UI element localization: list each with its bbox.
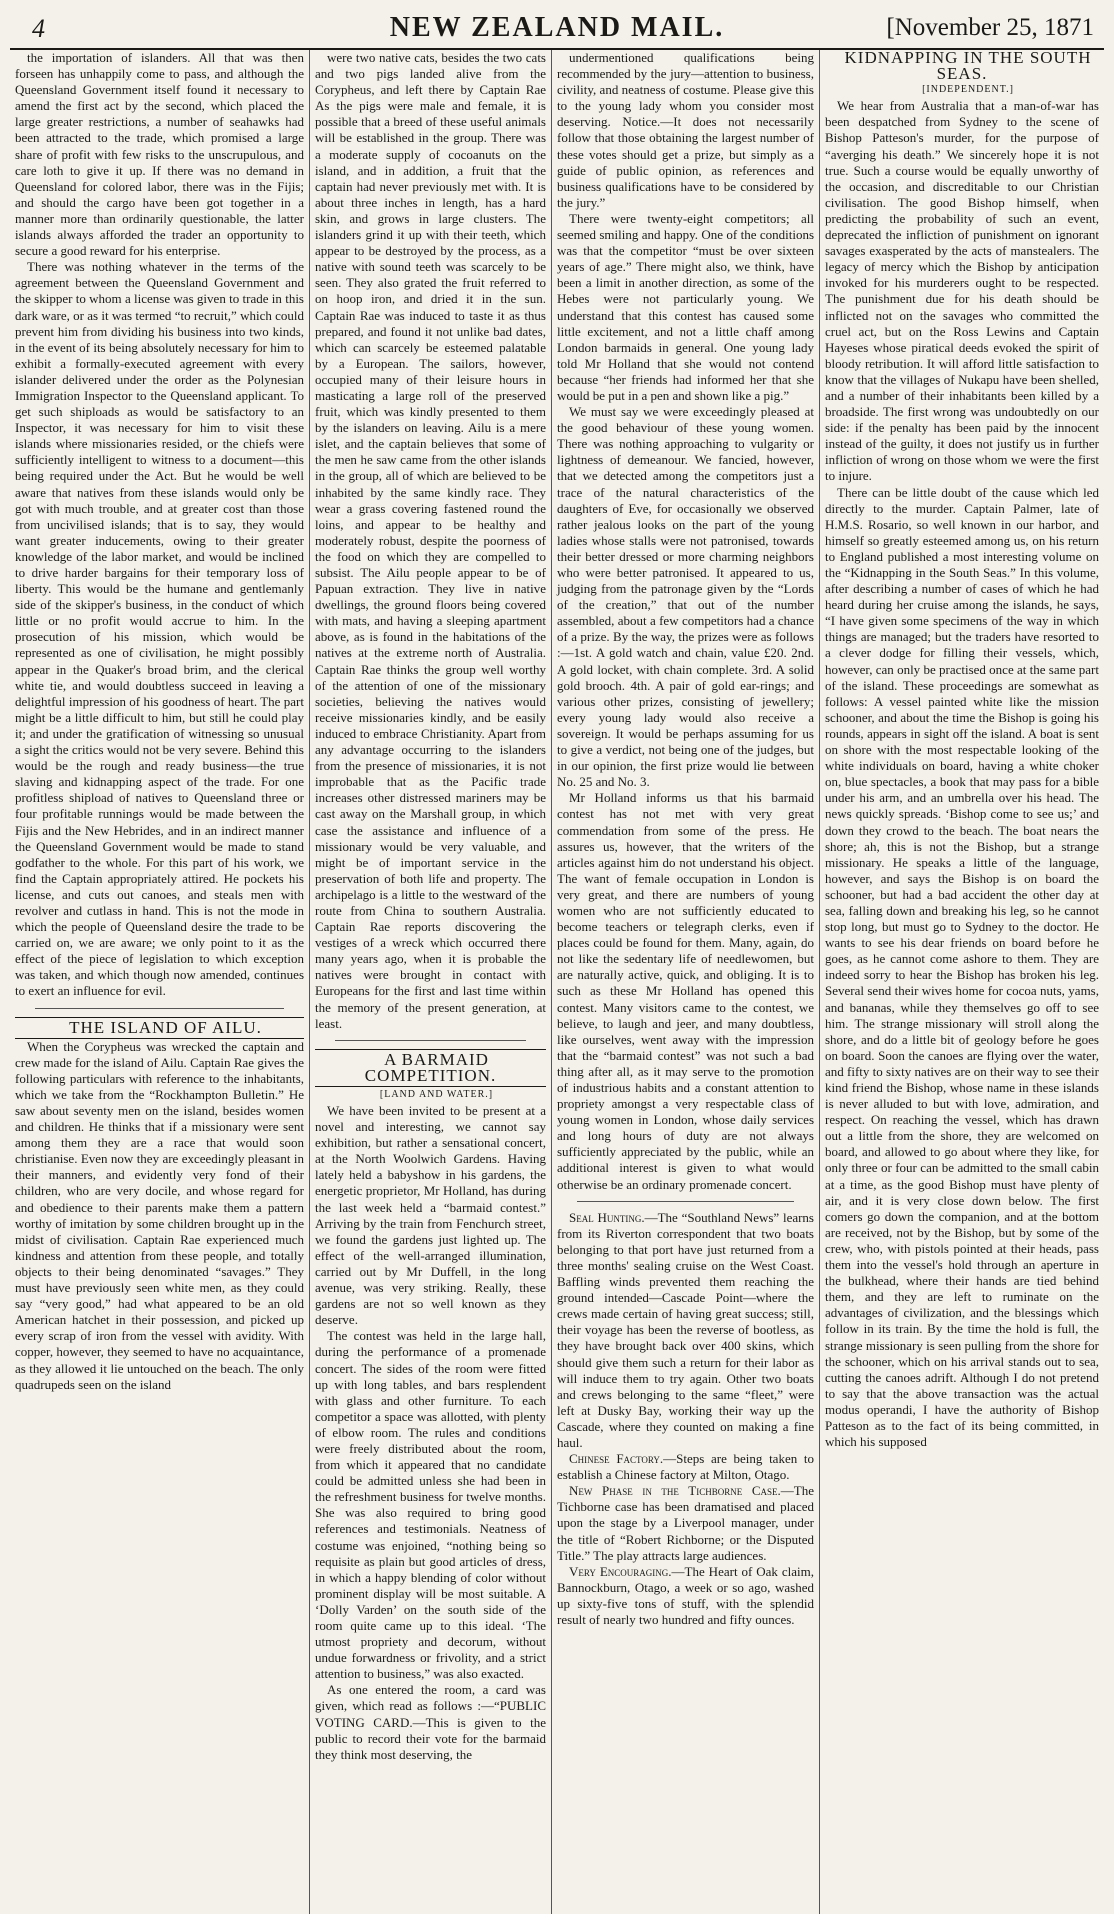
news-item-body: —Steps are being taken to establish a Chinese factory at Milton, Otago. [557,1451,814,1483]
masthead [10,8,1104,50]
article-paragraph: There were twenty-eight competitors; all seemed smiling and happy. One of the conditions was that the competitor “must be over sixteen years of age.” There might also, we think, have been a limit in another direction, as some of the Hebes were not particularly young. We understand that this contest has caused some little excitement, and not a little chaff among London barmaids in general. One young lady told Mr Holland that she would not contend because “her friends had informed her that she would be put in a pen and shown like a pig.” [557,210,814,403]
newspaper-title: NEW ZEALAND MAIL. [389,12,725,43]
article-paragraph: We hear from Australia that a man-of-war has been despatched from Sydney to the scene of Bishop Patteson's murder, for the purpose of “averging his death.” We sincerely hope it is not true. Such a course would be equally unworthy of the occasion, and discreditable to our Christian civilisation. The good Bishop himself, when predicting the probability of such an event, deprecated the infliction of punishment on ignorant savages exasperated by the acts of manstealers. The legacy of mercy which the Bishop by anticipation invoked for his murderers ought to be respected. The punishment due for his death should be inflicted not on the savages who committed the cruel act, but on the Ross Lewins and Captain Hayeses whose piratical deeds evoked the spirit of bloody retribution. It will afford little satisfaction to know that the villages of Nukapu have been shelled, and a number of their inhabitants been killed by a broadside. The first wrong was undoubtedly on our side: if the penalty has been paid by the innocent instead of the guilty, it does not justify us in further infliction of wrong on those whom we were the first to injure. [825,98,1099,484]
news-item [557,1451,814,1483]
article-paragraph: We have been invited to be present at a novel and interesting, we cannot say exhibition, but rather a sensational concert, at the North Woolwich Gardens. Having lately held a babyshow in his gardens, the energetic proprietor, Mr Holland, has during the last week held a “barmaid contest.” Arriving by the train from Fenchurch street, we found the gardens just lighted up. The effect of the well-arranged illumination, carried out by Mr Duffell, in the long avenue, was very striking. Really, these gardens are not so well known as they deserve. [315,1103,546,1328]
columns [10,50,1104,1914]
article-paragraph: the importation of islanders. All that was then forseen has unhappily come to pass, and although the Queensland Government itself found it necessary to amend the first act by the second, which placed the large greater restrictions, a number of seahawks had been attracted to the trade, which promised a large share of profit with few risks to the unscrupulous, and care loth to give it up. If there was no demand in Queensland for colored labor, there was in the Fijis; and should the cargo have been got together in a manner more than ordinarily questionable, the latter islands always afforded the trader an opportunity to secure a good reward for his enterprise. [15,50,304,259]
page-number: 4 [32,14,45,43]
article-heading-ailu: THE ISLAND OF AILU. [15,1017,304,1039]
column-3 [552,50,820,1914]
column-2 [310,50,552,1914]
news-item-body: —The Tichborne case has been dramatised and placed upon the stage by a Liverpool manager, under the title of “Robert Richborne; or the Disputed Title.” The play attracts large audiences. [557,1483,814,1563]
column-1 [10,50,310,1914]
divider [577,1201,794,1202]
article-paragraph: We must say we were exceedingly pleased at the good behaviour of these young women. There was nothing approaching to vulgarity or lightness of demeanour. We fancied, however, that we detected among the competitors just a trace of the natural characteristics of the daughters of Eve, for occasionally we observed rather jealous looks on the part of the young ladies whose stalls were not patronised, towards their better dressed or more charming neighbors who were better patronised. It appeared to us, judging from the patronage given by the “Lords of the creation,” that out of the number assembled, about a few competitors had a chance of a prize. By the way, the prizes were as follows :—1st. A gold watch and chain, value £20. 2nd. A gold locket, with chain complete. 3rd. A solid gold brooch. 4th. A pair of gold ear-rings; and various other prizes, consisting of jewellery; every young lady would also receive a sovereign. It would be perhaps assuming for us to give a verdict, not being one of the judges, but in our opinion, the first prize would lie between No. 25 and No. 3. [557,404,814,790]
article-heading-barmaid: A BARMAID COMPETITION. [315,1049,546,1087]
article-paragraph: There was nothing whatever in the terms of the agreement between the Queensland Government and the skipper to whom a license was given to trade in this dark ware, or as it was termed “to recruit,” which could prevent him from dividing his business into two kinds, in the event of its being absolutely necessary for him to exhibit a formally-executed agreement with every islander delivered under the order as the Polynesian Immigration Inspector to the Queensland applicant. To get such shiploads as would be satisfactory to an Inspector, it was necessary for him to visit these islands where missionaries resided, or the chiefs were sufficiently intelligent to witness to a document—this being required under the Act. But he would be well aware that natives from these islands would only be got with much trouble, and at greater cost than those from uncivilised islands; that is to say, they would want greater inducements, owing to their greater knowledge of the labor market, and would be inclined to drive harder bargains for their temporary loss of liberty. This would be the humane and gentlemanly side of the skipper's business, in the conduct of which little or no profit would accrue to him. In the prosecution of his mission, which would be represented as one of civilisation, he might possibly appear in the Quaker's broad brim, and the clerical white tie, and would doubtless succeed in leaving a delightful impression of his goodness of heart. The part might be a little difficult to him, but still he could play it; and under the gratification of witnessing so unusual a sight the critics would not be very severe. Behind this would be the rough and ready business—the true slaving and kidnapping aspect of the trade. For one profitless shipload of natives to Queensland three or four profitable runnings would be made between the Fijis and the New Hebrides, and in an indirect manner the Queensland Government would be made to stand godfather to the whole. For this part of his work, we find the Captain appropriately attired. He pockets his license, and cuts out canoes, and steals men with revolver and cutlass in hand. This is not the mode in which the people of Queensland desire the trade to be carried on, we are aware; we only point to it as the effect of the piece of legislation to which exception was taken, and which though now amended, continues to exert an influence for evil. [15,259,304,999]
news-item-body: —The “Southland News” learns from its Riverton correspondent that two boats belonging to that port have just returned from a three months' sealing cruise on the West Coast. Baffling winds prevented them reaching the ground intended—Cascade Point—where the crews made certain of having great success; still, their voyage has been the reverse of bootless, as they have brought back over 400 skins, which should give them such a return for their labor as will induce them to try again. Other two boats and crews belonging to the same “fleet,” were left at Dusky Bay, working their way up the Cascade, where they counted on making a fine haul. [557,1209,814,1450]
column-4 [820,50,1104,1914]
article-source: [INDEPENDENT.] [922,84,1014,96]
article-source: [LAND AND WATER.] [379,1088,494,1100]
news-item [557,1483,814,1563]
article-paragraph: There can be little doubt of the cause which led directly to the murder. Captain Palmer, late of H.M.S. Rosario, so well known in our harbor, and himself so greatly esteemed among us, on his return to England published a most interesting volume on the “Kidnapping in the South Seas.” In this volume, after describing a number of cases of which he had heard during her cruise among the islands, he says, “I have given some specimens of the way in which things are managed; but the traders have resorted to a clever dodge for filling their vessels, which, however, can only be practised once at the same part of the island. These proceedings are somewhat as follows: A vessel painted white like the mission schooner, and about the time the Bishop is going his rounds, appears in sight off the island. A boat is sent on shore with the most respectable looking of the white individuals on board, having a white choker on, blue spectacles, a book that may pass for a bible under his arm, and an umbrella over his head. The news quickly spreads. ‘Bishop come to see us;’ and down they crowd to the beach. The boat nears the shore; ah, this is not the Bishop, but a strange missionary. He speaks a little of the language, however, and says the Bishop is on board the schooner, but had a bad accident the other day at sea, falling down and breaking his leg, so he cannot stop long, but must go to Sydney to the doctor. He wants to see his dear friends on board before he goes, as he cannot come ashore to them. They are indeed sorry to hear the Bishop has broken his leg. Several send their wives home for cocoa nuts, yams, and bananas, while they themselves go off to see him. The strange missionary will stroll along the shore, and do a little bit of geology before he goes on board. Soon the canoes are flying over the water, and fifty to sixty natives are on their way to see their kind friend the Bishop, whose name in these islands is never alluded to but with love, admiration, and respect. On reaching the vessel, which has drawn out a little from the shore, they are welcomed on board, and allowed to go about where they like, for only three or four can be admitted to the small cabin at a time, as the good Bishop must have plenty of air, and it is very close down below. The first comers go down the companion, and at the bottom are received, not by the Bishop, but by some of the crew, who, with pistols pointed at their heads, pass them into the vessel's hold through an aperture in the bulkhead, where their hands are tied behind them, and they are left to ruminate on the advantages of civilization, and the blessings which follow in its train. By the time the hold is full, the strange missionary is seen pulling from the shore for the schooner, which on his arrival stands out to sea, cutting the canoes adrift. Although I do not pretend to say that the above transaction was the actual modus operandi, I have the authority of Bishop Patteson as to the fact of its being committed, in which his supposed [825,484,1100,1450]
article-paragraph: When the Corypheus was wrecked the captain and crew made for the island of Ailu. Captain Rae gives the following particulars with reference to the inhabitants, which we take from the “Rockhampton Bulletin.” He saw about seventy men on the island, besides women and children. He thinks that if a missionary were sent among them they are a race that would soon christianise. Even now they are exceedingly pleasant in their manners, and evidently very fond of their children, who are very docile, and whose regard for and obedience to their parents make them a pattern worthy of imitation by some children brought up in the midst of civilisation. Captain Rae experienced much kindness and attention from these people, and totally objects to their being denominated “savages.” They must have previously seen white men, as they could say “very good,” had what appeared to be an old American hatchet in their possession, and picked up every scrap of iron from the vessel with avidity. With copper, however, they seemed to have no acquaintance, as they allowed it lie untouched on the beach. The only quadrupeds seen on the island [15,1038,304,1392]
news-item-title: New Phase in the Tichborne Case. [569,1483,781,1499]
news-item-body: —The Heart of Oak claim, Bannockburn, Otago, a week or so ago, washed up sixty-five tons of stuff, with the splendid result of nearly two hundred and fifty ounces. [557,1563,814,1627]
article-paragraph: Mr Holland informs us that his barmaid contest has not met with very great commendation from some of the press. He assures us, however, that the writers of the articles against him do not understand his object. The want of female occupation in London is very great, and there are numbers of young women who are not sufficiently educated to become teachers or telegraph clerks, even if places could be found for them. Many, again, do not like the sedentary life of needlewomen, but are naturally active, quick, and obliging. It is to such as these Mr Holland has opened this contest. Many visitors came to the contest, we believe, to laugh and jeer, and many doubtless, like ourselves, went away with the impression that the “barmaid contest” was not such a bad thing after all, as it may serve to the promotion of industrious habits and a constant attention to propriety amongst a very respectable class of young women in London, whose daily services and long hours of duty are not always sufficiently appreciated by the public, while an additional interest is given to what would otherwise be an ordinary promenade concert. [557,790,814,1192]
news-item-title: Chinese Factory. [569,1451,664,1467]
news-item [557,1210,814,1451]
article-paragraph: As one entered the room, a card was given, which read as follows :—“PUBLIC VOTING CARD.—This is given to the public to record their vote for the barmaid they think most deserving, the [315,1682,546,1762]
issue-date: [November 25, 1871 [886,14,1094,41]
article-paragraph: were two native cats, besides the two cats and two pigs landed alive from the Corypheus, and left there by Captain Rae As the pigs were male and female, it is possible that a breed of these useful animals will be established in the group. There was a moderate supply of cocoanuts on the island, and in addition, a fruit that the captain had never previously met with. It is about three inches in length, has a hard skin, and grows in large clusters. The islanders grind it up with their teeth, which appear to be destroyed by the process, as a native with sound teeth was scarcely to be seen. They also grated the fruit referred to on hoop iron, and dried it in the sun. Captain Rae was induced to taste it as thus prepared, and found it not unlike bad dates, which can scarcely be esteemed palatable by a European. The sailors, however, occupied many of their leisure hours in masticating a large roll of the preserved fruit, which was kindly presented to them by the islanders on leaving. Ailu is a mere islet, and the captain believes that some of the men he saw came from the other islands in the group, all of which are believed to be inhabited by the same kindly race. They wear a grass covering fastened round the loins, and appear to be healthy and moderately robust, despite the poorness of the food on which they are compelled to subsist. The Ailu people appear to be of Papuan extraction. They live in native dwellings, the ground floors being covered with mats, and having a sleeping apartment above, as is found in the habitations of the natives at the extreme north of Australia. Captain Rae thinks the group well worthy of the attention of one of the missionary societies, believing the natives would receive missionaries kindly, and be easily induced to embrace Christianity. Apart from any advantage occurring to the islanders from the presence of missionaries, it is not improbable that as the Pacific trade increases other distressed mariners may be cast away on the Marshall group, in which case the assistance and influence of a missionary would be very valuable, and might be of important service in the preservation of both life and property. The archipelago is a little to the westward of the route from China to southern Australia. Captain Rae reports discovering the vestiges of a wreck which occurred there many years ago, when it is probable the natives were brought in contact with Europeans for the first and last time within the memory of the present generation, at least. [315,50,546,1031]
news-item [557,1564,814,1628]
article-paragraph: The contest was held in the large hall, during the performance of a promenade concert. The sides of the room were fitted up with long tables, and bars resplendent with glass and other furniture. To each competitor a space was allotted, with plenty of elbow room. The rules and conditions were freely distributed about the room, from which it appeared that no candidate could be admitted unless she had been in the refreshment business for twelve months. She was also required to bring good references and testimonials. Neatness of costume was enjoined, “nothing being so requisite as plain but good articles of dress, in which a happy blending of color without prominent display will be most suitable. A ‘Dolly Varden’ on the south side of the room quite came up to this ideal. ‘The utmost propriety and decorum, without undue forwardness or frivolity, and a strict attention to business,” was also exacted. [315,1328,546,1682]
divider [35,1008,284,1009]
news-item-title: Very Encouraging. [569,1563,672,1579]
divider [335,1040,526,1041]
news-item-title: Seal Hunting. [569,1209,645,1225]
article-heading-kidnapping: KIDNAPPING IN THE SOUTH SEAS. [844,50,1092,84]
article-paragraph: undermentioned qualifications being recommended by the jury—attention to business, civility, and neatness of costume. Please give this to the young lady whom you consider most deserving. Notice.—It does not necessarily follow that those obtaining the largest number of these votes should get a prize, but simply as a guide of public opinion, as references and business qualifications have to be considered by the jury.” [557,50,814,210]
